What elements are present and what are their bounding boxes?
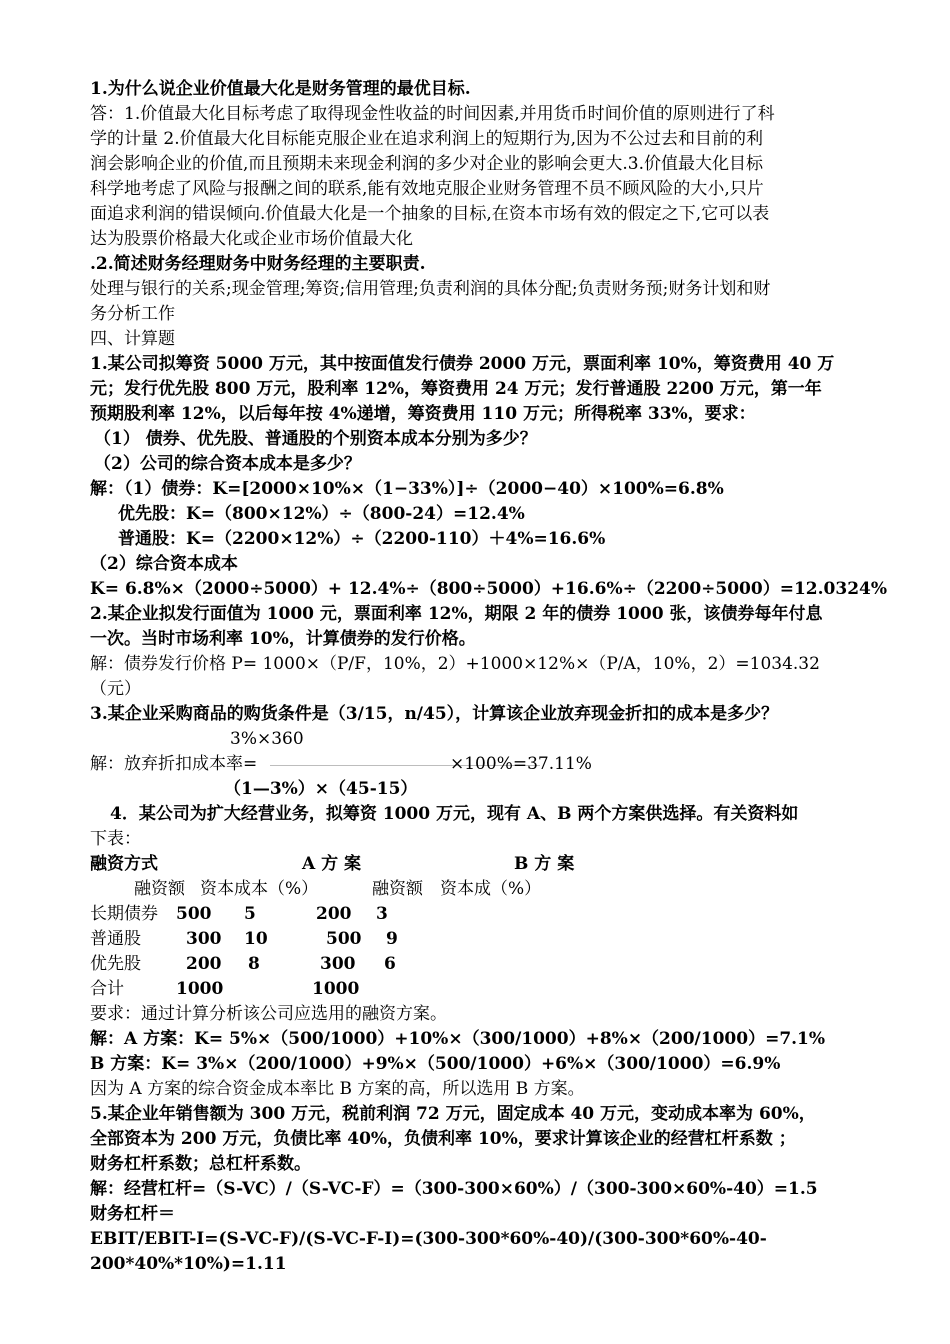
answer-1-line: 达为股票价格最大化或企业市场价值最大化 bbox=[90, 229, 413, 249]
table-header-plan-b: B 方 案 bbox=[514, 854, 575, 874]
problem-1-q2: （2）公司的综合资本成本是多少？ bbox=[94, 454, 361, 474]
table-subheader: 融资额 bbox=[372, 879, 423, 899]
table-cell: 10 bbox=[244, 929, 268, 949]
table-subheader: 资本成（%） bbox=[440, 879, 542, 899]
table-cell-name: 合计 bbox=[90, 979, 124, 999]
table-cell: 8 bbox=[248, 954, 260, 974]
table-cell-name: 优先股 bbox=[90, 954, 141, 974]
answer-2-line: 务分析工作 bbox=[90, 304, 175, 324]
solution-1-line: K= 6.8%×（2000÷5000）+ 12.4%÷（800÷5000）+16.6%÷（2200÷5000）=12.0324% bbox=[90, 579, 887, 599]
table-cell: 300 bbox=[186, 929, 222, 949]
table-cell: 1000 bbox=[176, 979, 224, 999]
answer-1-line: 科学地考虑了风险与报酬之间的联系,能有效地克服企业财务管理不员不顾风险的大小,只片 bbox=[90, 179, 764, 199]
solution-2-line: 解：债券发行价格 P= 1000×（P/F，10%，2）+1000×12%×（P/A，10%，2）=1034.32 bbox=[90, 654, 820, 674]
solution-4-line: 解：A 方案：K= 5%×（500/1000）+10%×（300/1000）+8%×（200/1000）=7.1% bbox=[90, 1029, 826, 1049]
table-cell: 200 bbox=[316, 904, 352, 924]
table-cell: 300 bbox=[320, 954, 356, 974]
problem-1-line: 元；发行优先股 800 万元，股利率 12%，筹资费用 24 万元；发行普通股 2200 万元，第一年 bbox=[90, 379, 822, 399]
table-subheader: 融资额 bbox=[134, 879, 185, 899]
problem-2-line: 2.某企业拟发行面值为 1000 元，票面利率 12%，期限 2 年的债券 1000 张，该债券每年付息 bbox=[90, 604, 823, 624]
problem-4-line: 要求：通过计算分析该公司应选用的融资方案。 bbox=[90, 1004, 447, 1024]
table-cell-name: 长期债券 bbox=[90, 904, 158, 924]
solution-1-line: 普通股：K=（2200×12%）÷（2200-110）＋4%=16.6% bbox=[118, 529, 606, 549]
problem-1-q1: （1） 债券、优先股、普通股的个别资本成本分别为多少？ bbox=[94, 429, 537, 449]
question-2: .2.简述财务经理财务中财务经理的主要职责. bbox=[90, 254, 426, 274]
table-header-plan-a: A 方 案 bbox=[302, 854, 362, 874]
table-cell: 1000 bbox=[312, 979, 360, 999]
table-cell: 500 bbox=[326, 929, 362, 949]
solution-1-line: 解：（1）债券：K=[2000×10%×（1−33%）]÷（2000−40）×100%=6.8% bbox=[90, 479, 724, 499]
table-header-method: 融资方式 bbox=[90, 854, 158, 874]
problem-1-line: 预期股利率 12%，以后每年按 4%递增，筹资费用 110 万元；所得税率 33%，要求： bbox=[90, 404, 756, 424]
problem-4-line: 下表： bbox=[90, 829, 141, 849]
table-cell-name: 普通股 bbox=[90, 929, 141, 949]
table-cell: 9 bbox=[386, 929, 398, 949]
problem-3-line: 3.某企业采购商品的购货条件是（3/15，n/45），计算该企业放弃现金折扣的成本是多少？ bbox=[90, 704, 779, 724]
solution-4-line: B 方案：K= 3%×（200/1000）+9%×（500/1000）+6%×（300/1000）=6.9% bbox=[90, 1054, 781, 1074]
answer-1-line: 面追求利润的错误倾向.价值最大化是一个抽象的目标,在资本市场有效的假定之下,它可以表 bbox=[90, 204, 770, 224]
solution-2-line: （元） bbox=[90, 679, 141, 699]
fraction-denominator: （1—3%）×（45-15） bbox=[224, 779, 418, 799]
problem-4-line: 4．某公司为扩大经营业务，拟筹资 1000 万元，现有 A、B 两个方案供选择。有关资料如 bbox=[110, 804, 799, 824]
table-cell: 5 bbox=[244, 904, 256, 924]
solution-3-result: ×100%=37.11% bbox=[450, 754, 592, 774]
answer-1-line: 学的计量 2.价值最大化目标能克服企业在追求利润上的短期行为,因为不公过去和目前的利 bbox=[90, 129, 764, 149]
question-1: 1.为什么说企业价值最大化是财务管理的最优目标. bbox=[90, 79, 471, 99]
problem-1-line: 1.某公司拟筹资 5000 万元，其中按面值发行债券 2000 万元，票面利率 10%，筹资费用 40 万 bbox=[90, 354, 835, 374]
problem-5-line: 5.某企业年销售额为 300 万元，税前利润 72 万元，固定成本 40 万元，变动成本率为 60%， bbox=[90, 1104, 816, 1124]
solution-5-line: EBIT/EBIT-I=(S-VC-F)/(S-VC-F-I)=(300-300*60%-40)/(300-300*60%-40- bbox=[90, 1229, 767, 1249]
solution-5-line: 财务杠杆＝ bbox=[90, 1204, 175, 1224]
table-cell: 200 bbox=[186, 954, 222, 974]
table-cell: 6 bbox=[384, 954, 396, 974]
problem-2-line: 一次。当时市场利率 10%，计算债券的发行价格。 bbox=[90, 629, 476, 649]
solution-1-line: （2）综合资本成本 bbox=[90, 554, 238, 574]
table-cell: 500 bbox=[176, 904, 212, 924]
solution-4-line: 因为 A 方案的综合资金成本率比 B 方案的高，所以选用 B 方案。 bbox=[90, 1079, 585, 1099]
solution-5-line: 解：经营杠杆=（S-VC）/（S-VC-F）=（300-300×60%）/（300-300×60%-40）=1.5 bbox=[90, 1179, 818, 1199]
table-cell: 3 bbox=[376, 904, 388, 924]
answer-2-line: 处理与银行的关系;现金管理;筹资;信用管理;负责利润的具体分配;负责财务预;财务计划和财 bbox=[90, 279, 771, 299]
solution-3-label: 解：放弃折扣成本率= bbox=[90, 754, 258, 774]
fraction-numerator: 3%×360 bbox=[230, 729, 304, 749]
problem-5-line: 财务杠杆系数；总杠杆系数。 bbox=[90, 1154, 311, 1174]
solution-1-line: 优先股：K=（800×12%）÷（800-24）=12.4% bbox=[118, 504, 525, 524]
section-heading: 四、计算题 bbox=[90, 329, 175, 349]
solution-5-line: 200*40%*10%)=1.11 bbox=[90, 1254, 287, 1274]
answer-1-line: 答：1.价值最大化目标考虑了取得现金性收益的时间因素,并用货币时间价值的原则进行了科 bbox=[90, 104, 775, 124]
answer-1-line: 润会影响企业的价值,而且预期未来现金利润的多少对企业的影响会更大.3.价值最大化目标 bbox=[90, 154, 764, 174]
table-subheader: 资本成本（%） bbox=[200, 879, 319, 899]
problem-5-line: 全部资本为 200 万元，负债比率 40%，负债利率 10%，要求计算该企业的经营杠杆系数 ； bbox=[90, 1129, 796, 1149]
